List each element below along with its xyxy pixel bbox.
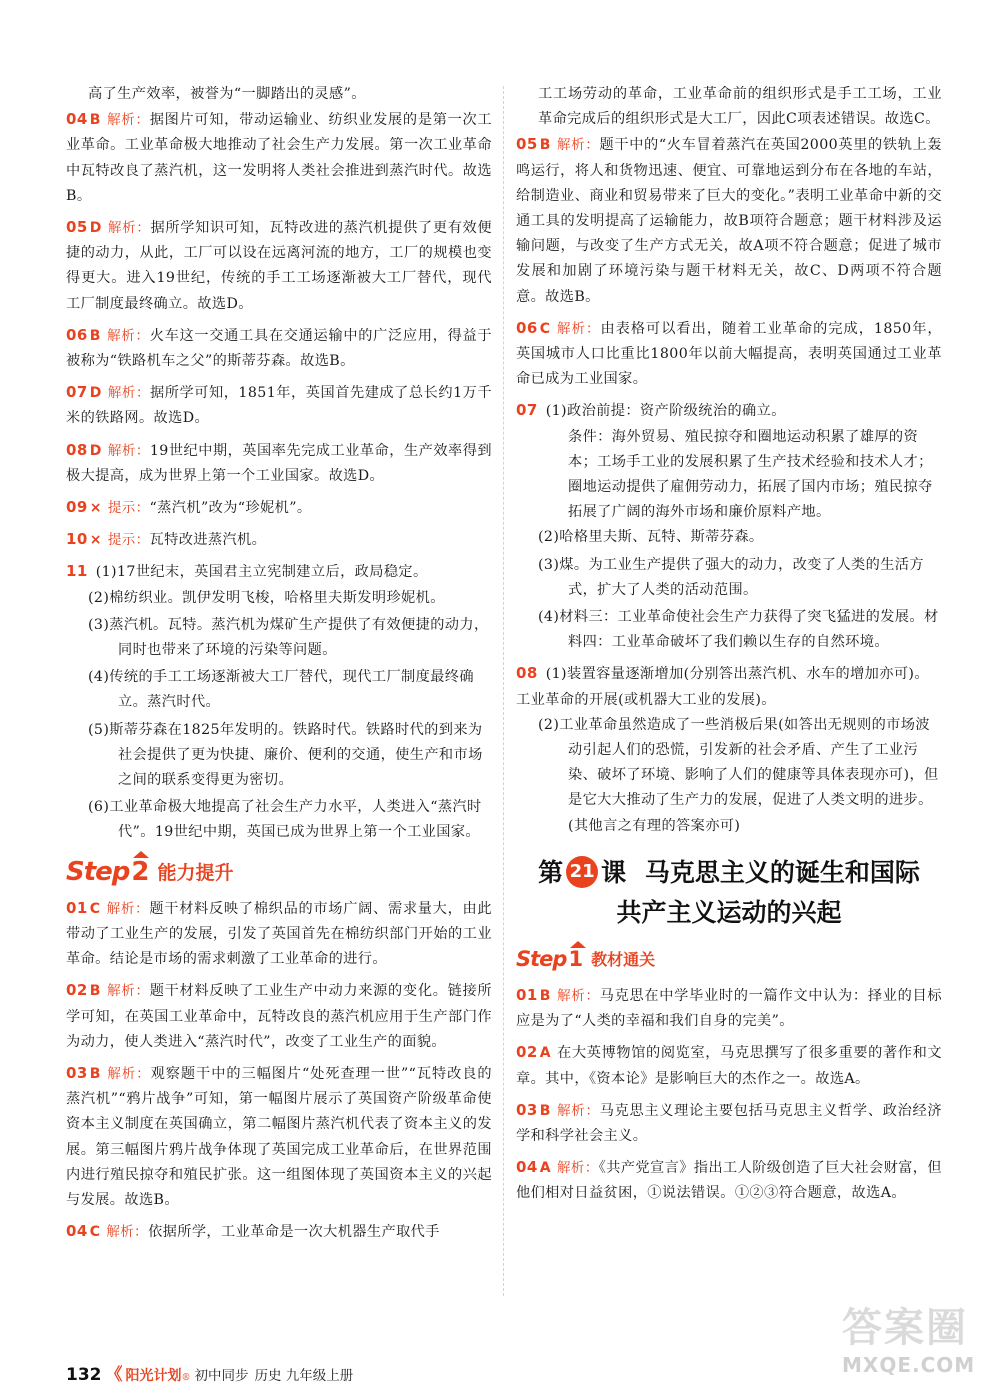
answer-list xyxy=(516,983,942,1207)
answer-choice: × xyxy=(89,500,102,517)
question-number: 10 xyxy=(66,530,88,549)
explanation-tag: 解析： xyxy=(106,1224,149,1241)
answer-item xyxy=(66,215,492,317)
answer-item xyxy=(66,323,492,374)
explanation-tag: 提示： xyxy=(107,532,150,549)
explanation-tag: 解析： xyxy=(107,385,151,402)
explanation-text: 19世纪中期，英国率先完成工业革命，生产效率得到极大提高，成为世界上第一个工业国家。故选D。 xyxy=(66,442,493,484)
explanation-text: 题干中的“火车冒着蒸汽在英国2000英里的铁轨上轰鸣运行，将人和货物迅速、便宜、可靠地运到分布在各地的车站，给制造业、商业和贸易带来了巨大的变化。”表明工业革命中新的交通工具的发明提高了运输能力，故B项符合题意；题干材料涉及运输问题，与改变了生产方式无关，故A项不符合题意；促进了城市发展和加剧了环境污染与题干材料无关，故C、D两项不符合题意。故选B。 xyxy=(516,137,942,305)
answer-item xyxy=(66,978,492,1055)
lesson-title-line-2: 共产主义运动的兴起 xyxy=(616,897,842,927)
question-number: 02 xyxy=(66,981,88,1000)
explanation-tag: 解析： xyxy=(106,900,150,917)
left-column xyxy=(66,82,492,1251)
step-word: Step xyxy=(66,856,130,887)
explanation-text: 据所学知识可知，瓦特改进的蒸汽机提供了更有效便捷的动力，从此，工厂可以设在远离河流的地方，工厂的规模也变得更大。进入19世纪，传统的手工工场逐渐被大工厂替代，现代工厂制度最终确立。故选D。 xyxy=(66,220,493,312)
answer-item xyxy=(66,495,492,521)
explanation-tag: 解析： xyxy=(106,983,150,1000)
question-number: 11 xyxy=(66,562,88,581)
answer-item xyxy=(66,380,492,431)
explanation-text: 观察题干中的三幅图片“处死查理一世”“瓦特改良的蒸汽机”“鸦片战争”可知，第一幅图片展示了英国资产阶级革命使资本主义制度在英国确立，第二幅图片蒸汽机代表了资本主义的发展。第三幅图片鸦片战争体现了英国完成工业革命后，在世界范围内进行殖民掠夺和殖民扩张。这一组图体现了英国资本主义的兴起与发展。故选B。 xyxy=(66,1065,492,1208)
step-number: 2 xyxy=(131,856,150,887)
step-word: Step xyxy=(516,946,567,971)
explanation-text: 据图片可知，带动运输业、纺织业发展的是第一次工业革命。工业革命极大地推动了社会生产力发展。第一次工业革命中瓦特改良了蒸汽机，这一发明将人类社会推进到蒸汽时代。故选B。 xyxy=(66,112,492,204)
lesson-number-badge: 21 xyxy=(566,856,598,888)
answer-part: (4)传统的手工工场逐渐被大工厂替代，现代工厂制度最终确立。蒸汽时代。 xyxy=(88,669,474,711)
lesson-prefix: 第 xyxy=(538,857,564,887)
answer-part: (2)哈格里夫斯、瓦特、斯蒂芬森。 xyxy=(538,529,764,546)
question-number: 07 xyxy=(516,401,538,420)
answer-choice: × xyxy=(89,532,102,549)
answer-part: (5)斯蒂芬森在1825年发明的。铁路时代。铁路时代的到来为社会提供了更为快捷、廉价、便利的交通，使生产和市场之间的联系变得更为密切。 xyxy=(88,721,483,789)
explanation-tag: 提示： xyxy=(107,500,150,517)
question-number: 05 xyxy=(66,218,88,237)
answer-part: (3)蒸汽机。瓦特。蒸汽机为煤矿生产提供了有效便捷的动力，同时也带来了环境的污染等问题。 xyxy=(88,616,489,659)
answer-part: (6)工业革命极大地提高了社会生产力水平，人类进入“蒸汽时代”。19世纪中期，英国已成为世界上第一个工业国家。 xyxy=(88,799,482,841)
answer-list xyxy=(66,107,492,553)
answer-item xyxy=(66,559,492,585)
answer-part: (1)政治前提：资产阶级统治的确立。 xyxy=(545,403,786,420)
explanation-text: 马克思主义理论主要包括马克思主义哲学、政治经济学和科学社会主义。 xyxy=(516,1102,942,1144)
explanation-tag: 解析： xyxy=(107,220,151,237)
answer-item xyxy=(516,132,942,309)
right-column xyxy=(516,82,942,1213)
answer-choice: C xyxy=(539,320,551,337)
step-label: 能力提升 xyxy=(157,862,234,885)
question-number: 02 xyxy=(516,1043,538,1062)
explanation-tag: 解析： xyxy=(106,327,150,344)
question-number: 05 xyxy=(516,135,538,154)
answer-item xyxy=(66,438,492,489)
explanation-tag: 解析： xyxy=(106,112,150,129)
answer-choice: B xyxy=(89,1065,101,1082)
question-number: 03 xyxy=(66,1063,88,1082)
explanation-tag: 解析： xyxy=(106,1065,151,1082)
explanation-tag: 解析： xyxy=(556,320,601,337)
answer-conditions: 条件：海外贸易、殖民掠夺和圈地运动积累了雄厚的资本；工场手工业的发展积累了生产技术经验和技术人才；圈地运动提供了雇佣劳动力，拓展了国内市场；殖民掠夺拓展了广阔的海外市场和廉价原料产地。 xyxy=(568,428,933,521)
answer-list xyxy=(516,132,942,392)
chevron-icon: 《 xyxy=(105,1365,123,1385)
subject-name: 历史 九年级上册 xyxy=(254,1368,354,1384)
answer-part: (2)工业革命虽然造成了一些消极后果(如答出无规则的市场波动引起人们的恐慌，引发新的社会矛盾、产生了工业污染、破坏了环境、影响了人们的健康等具体表现亦可)，但是它大大推动了生产力的发展，促进了人类文明的进步。(其他言之有理的答案亦可) xyxy=(538,716,939,834)
page-footer xyxy=(66,1360,353,1385)
explanation-text: 题干材料反映了工业生产中动力来源的变化。链接所学可知，在英国工业革命中，瓦特改良的蒸汽机应用于生产部门作为动力，使人类进入“蒸汽时代”，改变了工业生产的面貌。 xyxy=(66,983,492,1050)
answer-choice: B xyxy=(539,1102,551,1119)
watermark-line-2: MXQE.COM xyxy=(842,1353,976,1377)
answer-08 xyxy=(516,661,942,838)
explanation-tag: 解析： xyxy=(107,442,150,459)
question-number: 04 xyxy=(66,110,88,129)
step-label: 教材通关 xyxy=(591,950,656,970)
answer-11 xyxy=(66,559,492,845)
answer-item xyxy=(516,661,942,712)
question-number: 08 xyxy=(66,440,88,459)
answer-continuation: 工工场劳动的革命，工业革命前的组织形式是手工工场，工业革命完成后的组织形式是大工厂，因此C项表述错误。故选C。 xyxy=(538,86,942,128)
answer-item xyxy=(66,1061,492,1213)
explanation-tag: 解析： xyxy=(556,987,600,1004)
answer-item xyxy=(66,896,492,973)
lesson-suffix: 课 xyxy=(601,857,627,887)
explanation-tag: 解析： xyxy=(556,1160,599,1177)
watermark-line-1: 答案圈 xyxy=(842,1305,968,1351)
explanation-text: 据所学可知，1851年，英国首先建成了总长约1万千米的铁路网。故选D。 xyxy=(66,385,492,427)
answer-item xyxy=(66,107,492,209)
answer-item xyxy=(516,983,942,1034)
answer-item xyxy=(516,316,942,393)
answer-choice: D xyxy=(89,220,102,237)
explanation-text: 由表格可以看出，随着工业革命的完成，1850年，英国城市人口比重比1800年以前大幅提高，表明英国通过工业革命已成为工业国家。 xyxy=(516,320,942,388)
question-number: 06 xyxy=(516,318,538,337)
watermark-logo xyxy=(842,1296,982,1392)
explanation-text: 《共产党宣言》指出工人阶级创造了巨大社会财富，但他们相对日益贫困，①说法错误。①②③符合题意，故选A。 xyxy=(516,1160,942,1202)
answer-choice: B xyxy=(89,112,101,129)
answer-list xyxy=(66,896,492,1246)
answer-choice: B xyxy=(539,137,551,154)
question-number: 06 xyxy=(66,325,88,344)
answer-choice: B xyxy=(89,983,101,1000)
answer-choice: A xyxy=(539,1045,551,1062)
question-number: 01 xyxy=(66,898,88,917)
answer-choice: D xyxy=(89,385,102,402)
answer-choice: A xyxy=(539,1160,551,1177)
series-name: 初中同步 xyxy=(194,1368,249,1384)
answer-part: (1)17世纪末，英国君主立宪制建立后，政局稳定。 xyxy=(95,564,428,581)
answer-choice: C xyxy=(89,1224,101,1241)
answer-choice: C xyxy=(89,900,101,917)
answer-part: (3)煤。为工业生产提供了强大的动力，改变了人类的生活方式，扩大了人类的活动范围。 xyxy=(538,556,924,598)
column-divider xyxy=(503,86,504,1296)
step-1-heading xyxy=(516,943,942,975)
answer-part: (1)装置容量逐渐增加(分别答出蒸汽机、水车的增加亦可)。工业革命的开展(或机器大工业的发展)。 xyxy=(516,666,929,708)
explanation-text: 马克思在中学毕业时的一篇作文中认为：择业的目标应是为了“人类的幸福和我们自身的完美”。 xyxy=(516,987,942,1030)
answer-part: (2)棉纺织业。凯伊发明飞梭，哈格里夫斯发明珍妮机。 xyxy=(88,589,445,606)
answer-item xyxy=(516,1040,942,1091)
question-number: 08 xyxy=(516,664,538,683)
step-number: 1 xyxy=(568,946,584,971)
explanation-text: 题干材料反映了棉织品的市场广阔、需求量大，由此带动了工业生产的发展，引发了英国首先在棉纺织部门开始的工业革命。结论是市场的需求刺激了工业革命的进行。 xyxy=(66,900,493,968)
question-number: 09 xyxy=(66,498,88,517)
answer-item xyxy=(516,1098,942,1149)
explanation-text: 火车这一交通工具在交通运输中的广泛应用，得益于被称为“铁路机车之父”的斯蒂芬森。故选B。 xyxy=(66,327,492,370)
answer-07 xyxy=(516,398,942,655)
explanation-text: 在大英博物馆的阅览室，马克思撰写了很多重要的著作和文章。其中，《资本论》是影响巨大的杰作之一。故选A。 xyxy=(516,1045,942,1087)
explanation-text: 依据所学，工业革命是一次大机器生产取代手 xyxy=(148,1224,440,1241)
question-number: 04 xyxy=(66,1222,88,1241)
question-number: 07 xyxy=(66,383,88,402)
brand-name: 阳光计划 xyxy=(125,1368,182,1384)
question-number: 04 xyxy=(516,1158,538,1177)
question-number: 01 xyxy=(516,985,538,1004)
explanation-text: “蒸汽机”改为“珍妮机”。 xyxy=(149,500,312,517)
answer-item xyxy=(516,1155,942,1206)
registered-mark: ® xyxy=(181,1373,191,1383)
answer-choice: D xyxy=(89,442,102,459)
explanation-tag: 解析： xyxy=(556,137,600,154)
page-number: 132 xyxy=(66,1365,102,1385)
answer-part: (4)材料三：工业革命使社会生产力获得了突飞猛进的发展。材料四：工业革命破坏了我们赖以生存的自然环境。 xyxy=(538,609,939,651)
answer-item xyxy=(66,1219,492,1245)
answer-continuation: 高了生产效率，被誉为“一脚踏出的灵感”。 xyxy=(88,86,366,102)
explanation-text: 瓦特改进蒸汽机。 xyxy=(149,532,267,549)
lesson-title-line-1: 马克思主义的诞生和国际 xyxy=(644,857,920,887)
question-number: 03 xyxy=(516,1100,538,1119)
answer-choice: B xyxy=(89,327,101,344)
answer-item xyxy=(516,398,942,424)
lesson-title xyxy=(516,853,942,933)
step-2-heading xyxy=(66,856,492,888)
answer-choice: B xyxy=(539,987,551,1004)
answer-item xyxy=(66,527,492,553)
explanation-tag: 解析： xyxy=(556,1102,600,1119)
